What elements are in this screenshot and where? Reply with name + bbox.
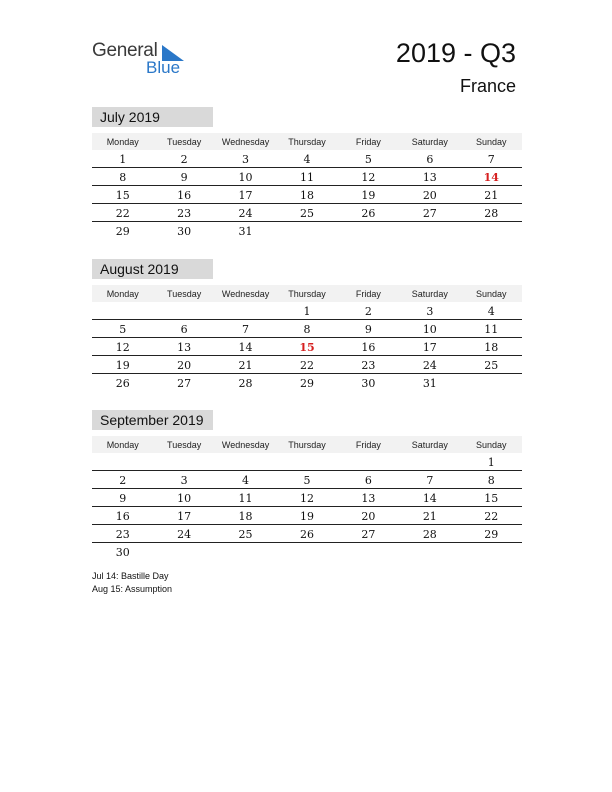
day-cell: 28 (484, 207, 499, 220)
weekday-header-row (92, 133, 522, 150)
week-row (92, 150, 522, 168)
day-cell: 1 (303, 305, 311, 318)
day-cell: 18 (299, 189, 314, 202)
day-cell: 29 (299, 377, 314, 390)
day-cell: 3 (426, 305, 434, 318)
day-cell: 25 (484, 359, 499, 372)
logo-general-text: General (92, 40, 158, 61)
logo (92, 40, 192, 80)
day-cell: 31 (238, 225, 253, 238)
day-cell: 26 (361, 207, 376, 220)
day-cell: 16 (361, 341, 376, 354)
day-cell: 27 (361, 528, 376, 541)
month-september (92, 410, 522, 560)
day-cell: 11 (238, 492, 253, 505)
day-cell: 5 (119, 323, 127, 336)
weekday-label: Tuesday (167, 439, 202, 450)
day-cell: 22 (299, 359, 314, 372)
day-cell: 7 (242, 323, 250, 336)
week-row (92, 489, 522, 507)
day-cell: 23 (361, 359, 376, 372)
day-cell: 2 (364, 305, 372, 318)
week-row (92, 356, 522, 374)
day-cell: 12 (299, 492, 314, 505)
day-cell: 9 (364, 323, 372, 336)
day-cell: 7 (426, 474, 434, 487)
holiday-note: Jul 14: Bastille Day (92, 571, 169, 581)
day-cell: 13 (361, 492, 376, 505)
day-cell: 22 (115, 207, 130, 220)
day-cell: 15 (484, 492, 499, 505)
day-cell: 19 (115, 359, 130, 372)
day-cell: 27 (422, 207, 437, 220)
weekday-header-row (92, 436, 522, 453)
week-row (92, 186, 522, 204)
day-cell: 9 (180, 171, 188, 184)
holiday-day-cell: 15 (299, 341, 315, 354)
weekday-label: Thursday (288, 288, 326, 299)
day-cell: 2 (119, 474, 127, 487)
day-cell: 1 (487, 456, 495, 469)
day-cell: 5 (303, 474, 311, 487)
week-row (92, 471, 522, 489)
day-cell: 18 (238, 510, 253, 523)
day-cell: 24 (177, 528, 192, 541)
day-cell: 7 (487, 153, 495, 166)
weekday-label: Saturday (411, 288, 448, 299)
week-row (92, 168, 522, 186)
weekday-label: Wednesday (221, 288, 270, 299)
day-cell: 6 (426, 153, 434, 166)
weekday-label: Monday (106, 136, 139, 147)
country-label: France (459, 76, 516, 96)
day-cell: 25 (238, 528, 253, 541)
day-cell: 29 (115, 225, 130, 238)
week-row (92, 453, 522, 471)
weekday-label: Saturday (411, 439, 448, 450)
weekday-label: Sunday (475, 136, 507, 147)
holiday-note: Aug 15: Assumption (92, 584, 173, 594)
day-cell: 18 (484, 341, 499, 354)
day-cell: 3 (180, 474, 188, 487)
day-cell: 28 (238, 377, 253, 390)
day-cell: 13 (422, 171, 437, 184)
day-cell: 23 (115, 528, 130, 541)
week-row (92, 525, 522, 543)
weekday-label: Tuesday (167, 136, 202, 147)
day-cell: 8 (303, 323, 311, 336)
weekday-label: Sunday (475, 288, 507, 299)
day-cell: 25 (299, 207, 314, 220)
weekday-label: Wednesday (221, 136, 270, 147)
week-row (92, 302, 522, 320)
day-cell: 16 (115, 510, 130, 523)
week-row (92, 507, 522, 525)
day-cell: 14 (422, 492, 437, 505)
day-cell: 4 (303, 153, 311, 166)
day-cell: 17 (177, 510, 192, 523)
day-cell: 13 (177, 341, 192, 354)
weekday-label: Friday (355, 439, 381, 450)
day-cell: 15 (115, 189, 130, 202)
day-cell: 30 (115, 546, 130, 559)
weekday-label: Friday (355, 136, 381, 147)
day-cell: 17 (238, 189, 253, 202)
day-cell: 17 (422, 341, 437, 354)
weekday-label: Monday (106, 288, 139, 299)
day-cell: 12 (361, 171, 376, 184)
week-row (92, 222, 522, 239)
day-cell: 2 (180, 153, 188, 166)
day-cell: 10 (422, 323, 437, 336)
weekday-label: Monday (106, 439, 139, 450)
week-row (92, 543, 522, 560)
week-row (92, 204, 522, 222)
day-cell: 4 (242, 474, 250, 487)
month-august (92, 259, 522, 391)
day-cell: 24 (238, 207, 253, 220)
day-cell: 21 (238, 359, 253, 372)
day-cell: 11 (484, 323, 499, 336)
day-cell: 20 (177, 359, 192, 372)
holiday-notes (92, 570, 172, 596)
day-cell: 29 (484, 528, 499, 541)
day-cell: 19 (299, 510, 314, 523)
day-cell: 5 (364, 153, 372, 166)
day-cell: 27 (177, 377, 192, 390)
day-cell: 4 (487, 305, 495, 318)
weekday-label: Tuesday (167, 288, 202, 299)
day-cell: 11 (299, 171, 314, 184)
day-cell: 6 (180, 323, 188, 336)
weekday-label: Thursday (288, 439, 326, 450)
week-row (92, 374, 522, 391)
day-cell: 8 (119, 171, 127, 184)
day-cell: 24 (422, 359, 437, 372)
day-cell: 31 (422, 377, 437, 390)
weekday-label: Saturday (411, 136, 448, 147)
weekday-header-row (92, 285, 522, 302)
month-name: July 2019 (92, 107, 213, 127)
weekday-label: Wednesday (221, 439, 270, 450)
day-cell: 23 (177, 207, 192, 220)
weekday-label: Sunday (475, 439, 507, 450)
day-cell: 21 (484, 189, 499, 202)
month-name: August 2019 (92, 259, 213, 279)
day-cell: 3 (242, 153, 250, 166)
day-cell: 1 (119, 153, 127, 166)
day-cell: 10 (177, 492, 192, 505)
weekday-label: Thursday (288, 136, 326, 147)
day-cell: 16 (177, 189, 192, 202)
day-cell: 30 (361, 377, 376, 390)
page-title: 2019 - Q3 (395, 38, 516, 68)
day-cell: 20 (422, 189, 437, 202)
day-cell: 21 (422, 510, 437, 523)
day-cell: 14 (238, 341, 253, 354)
day-cell: 6 (364, 474, 372, 487)
holiday-day-cell: 14 (483, 171, 499, 184)
weekday-label: Friday (355, 288, 381, 299)
day-cell: 19 (361, 189, 376, 202)
logo-blue-text: Blue (146, 58, 181, 77)
month-july (92, 107, 522, 239)
month-name: September 2019 (92, 410, 213, 430)
day-cell: 8 (487, 474, 495, 487)
day-cell: 9 (119, 492, 127, 505)
week-row (92, 338, 522, 356)
day-cell: 30 (177, 225, 192, 238)
day-cell: 10 (238, 171, 253, 184)
week-row (92, 320, 522, 338)
day-cell: 26 (299, 528, 314, 541)
day-cell: 28 (422, 528, 437, 541)
day-cell: 22 (484, 510, 499, 523)
day-cell: 26 (115, 377, 130, 390)
day-cell: 12 (115, 341, 130, 354)
day-cell: 20 (361, 510, 376, 523)
